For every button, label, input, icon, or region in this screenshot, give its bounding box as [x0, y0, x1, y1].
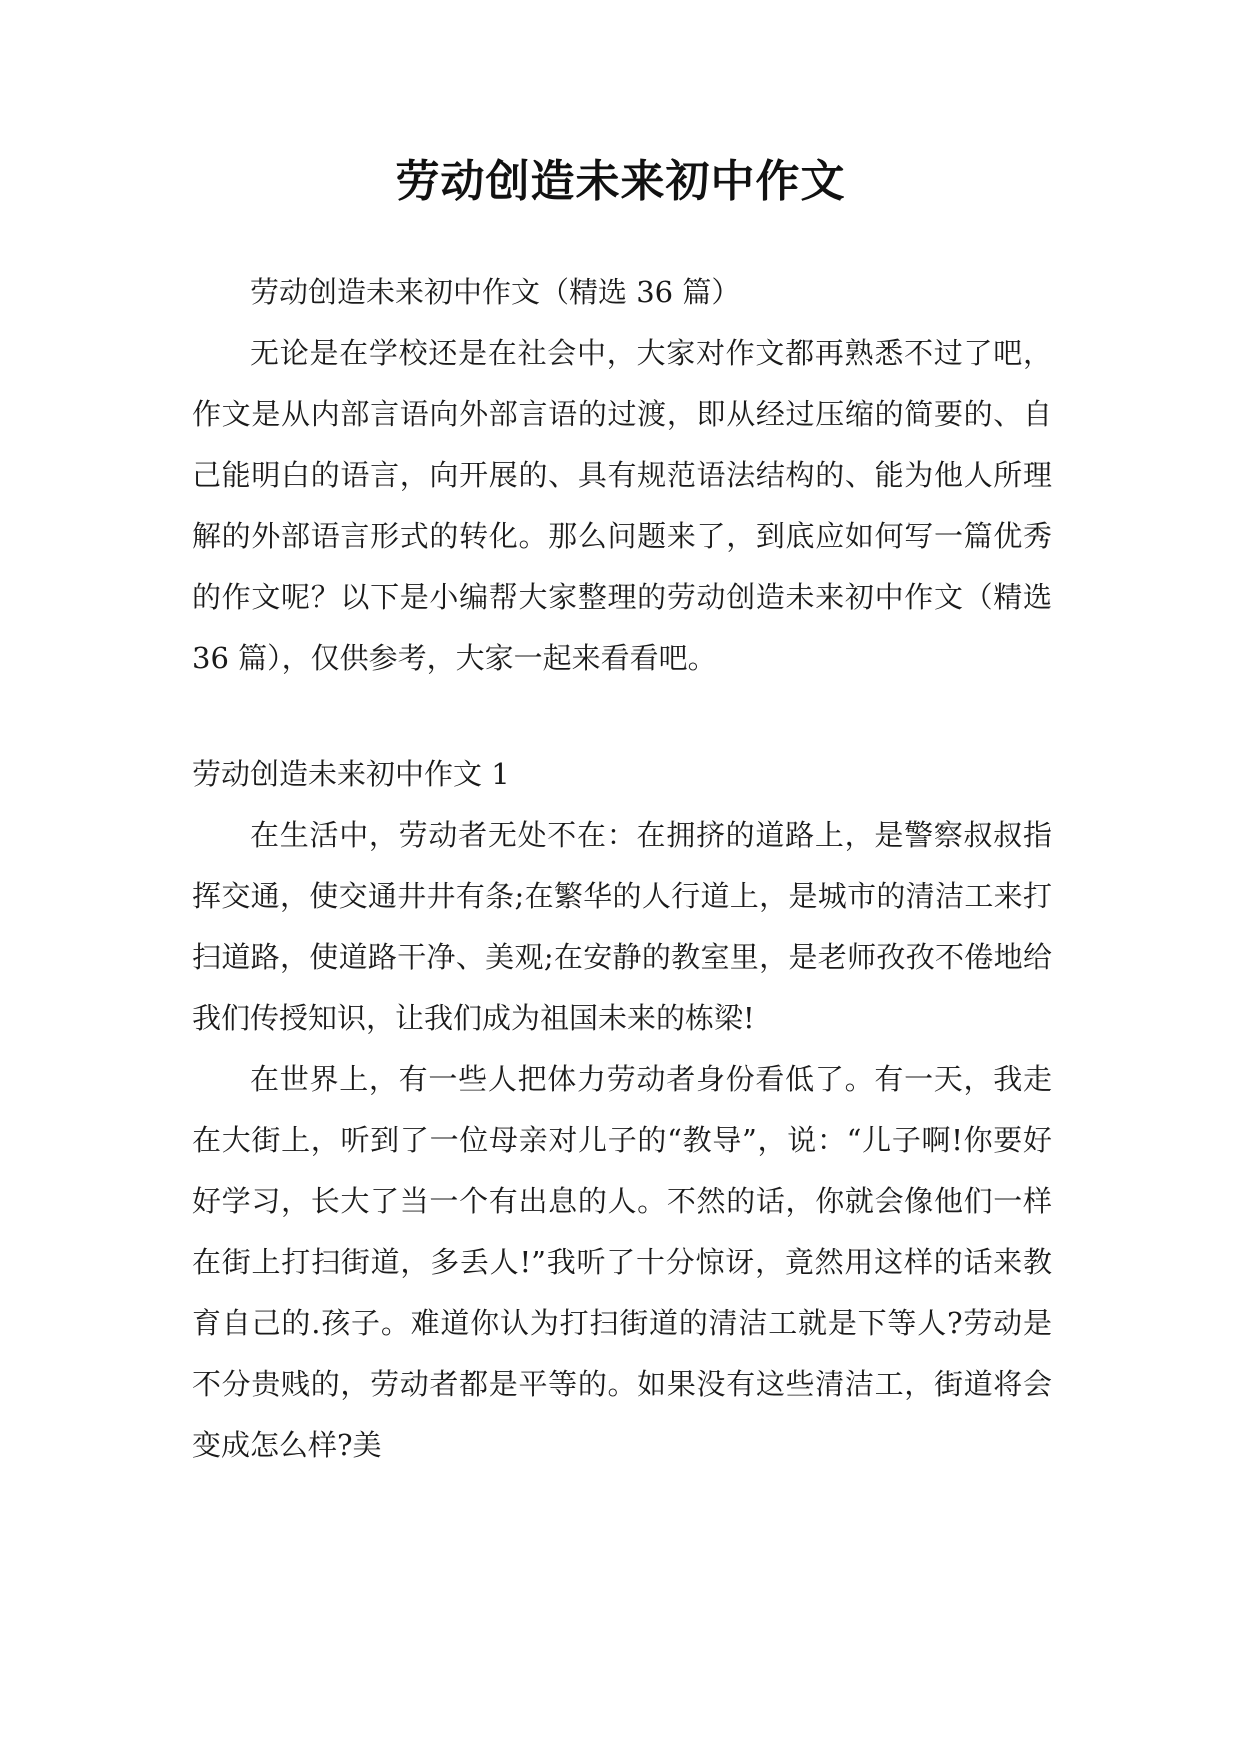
document-body [192, 262, 1052, 1476]
document-subtitle: 劳动创造未来初中作文（精选 36 篇） [250, 275, 741, 309]
body-paragraph: 在生活中，劳动者无处不在：在拥挤的道路上，是警察叔叔指挥交通，使交通井井有条;在繁华的人行道上，是城市的清洁工来打扫道路，使道路干净、美观;在安静的教室里，是老师孜孜不倦地给我们传授知识，让我们成为祖国未来的栋梁! [192, 818, 1052, 1035]
section-spacer [192, 689, 1052, 744]
document-title: 劳动创造未来初中作文 [395, 156, 846, 207]
section-heading: 劳动创造未来初中作文 1 [192, 757, 510, 791]
body-paragraph: 在世界上，有一些人把体力劳动者身份看低了。有一天，我走在大街上，听到了一位母亲对儿子的“教导”，说：“儿子啊!你要好好学习，长大了当一个有出息的人。不然的话，你就会像他们一样在街上打扫街道，多丢人!”我听了十分惊讶，竟然用这样的话来教育自己的.孩子。难道你认为打扫街道的清洁工就是下等人?劳动是不分贵贱的，劳动者都是平等的。如果没有这些清洁工，街道将会变成怎么样?美 [192, 1062, 1052, 1462]
intro-paragraph: 无论是在学校还是在社会中，大家对作文都再熟悉不过了吧，作文是从内部言语向外部言语的过渡，即从经过压缩的简要的、自己能明白的语言，向开展的、具有规范语法结构的、能为他人所理解的外部语言形式的转化。那么问题来了，到底应如何写一篇优秀的作文呢？以下是小编帮大家整理的劳动创造未来初中作文（精选 36 篇），仅供参考，大家一起来看看吧。 [192, 336, 1052, 675]
